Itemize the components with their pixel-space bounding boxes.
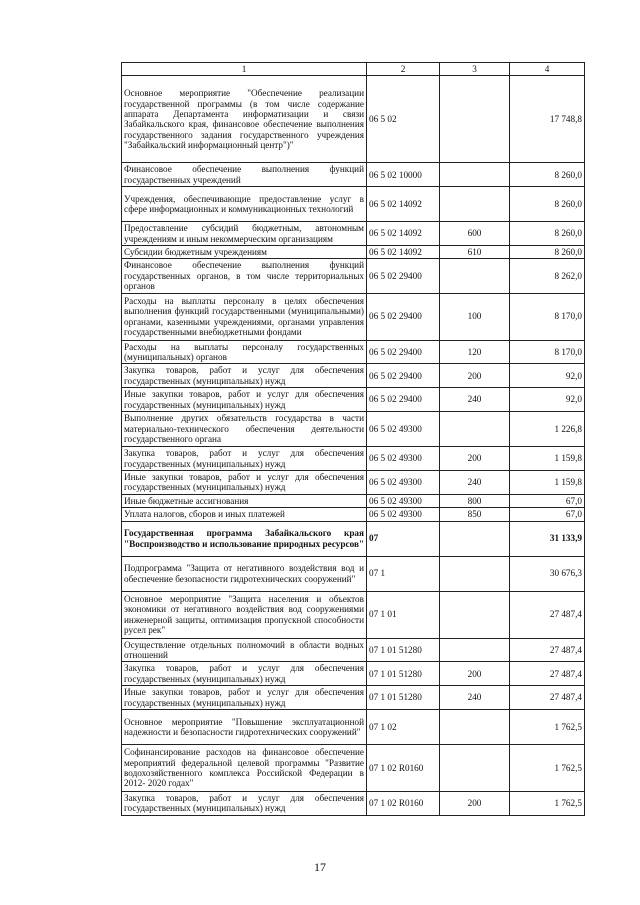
header-col-4: 4: [510, 63, 585, 76]
row-amount-cell: 67,0: [510, 508, 585, 521]
row-code-cell: 07 1 02: [367, 709, 440, 744]
row-type-cell: 240: [440, 388, 510, 412]
row-name-cell: Закупка товаров, работ и услуг для обеспечения государственных (муниципальных) нужд: [122, 791, 367, 815]
table-row: [122, 246, 585, 259]
header-col-3: 3: [440, 63, 510, 76]
row-type-cell: 200: [440, 662, 510, 686]
row-code-cell: 06 5 02 14092: [367, 222, 440, 246]
row-name-cell: Субсидии бюджетным учреждениям: [122, 246, 367, 259]
table-row: [122, 222, 585, 246]
row-type-cell: 100: [440, 293, 510, 340]
row-name-cell: Основное мероприятие "Защита населения и объектов экономики от негативного воздействия вод сооружениями инженерной защиты, оптимизация пропускной способности русел рек": [122, 591, 367, 638]
table-row: [122, 76, 585, 163]
row-type-cell: 800: [440, 494, 510, 507]
row-name-cell: Уплата налогов, сборов и иных платежей: [122, 508, 367, 521]
row-code-cell: 07 1 02 R0160: [367, 791, 440, 815]
row-type-cell: 200: [440, 447, 510, 471]
row-code-cell: 07 1 02 R0160: [367, 744, 440, 791]
row-code-cell: 06 5 02 49300: [367, 412, 440, 447]
table-row: [122, 686, 585, 710]
row-amount-cell: 8 260,0: [510, 246, 585, 259]
row-code-cell: 07 1 01 51280: [367, 686, 440, 710]
row-code-cell: 06 5 02 29400: [367, 340, 440, 364]
table-row: [122, 709, 585, 744]
row-type-cell: [440, 187, 510, 222]
row-name-cell: Государственная программа Забайкальского края "Воспроизводство и использование природных ресурсов": [122, 521, 367, 556]
row-amount-cell: 27 487,4: [510, 591, 585, 638]
row-amount-cell: 1 226,8: [510, 412, 585, 447]
row-amount-cell: 8 170,0: [510, 340, 585, 364]
row-type-cell: [440, 412, 510, 447]
header-col-1: 1: [122, 63, 367, 76]
row-name-cell: Иные закупки товаров, работ и услуг для обеспечения государственных (муниципальных) нужд: [122, 470, 367, 494]
row-amount-cell: 1 762,5: [510, 709, 585, 744]
row-amount-cell: 8 262,0: [510, 259, 585, 293]
row-code-cell: 06 5 02 49300: [367, 508, 440, 521]
row-name-cell: Основное мероприятие "Обеспечение реализации государственной программы (в том числе содержание аппарата Департамента информатизации и связи Забайкальского края, финансовое обеспечение выполнения государственного задания государственного учреждения "Забайкальский информационный центр")": [122, 76, 367, 163]
row-code-cell: 07 1 01 51280: [367, 662, 440, 686]
row-name-cell: Финансовое обеспечение выполнения функций государственных учреждений: [122, 163, 367, 187]
table-row: [122, 662, 585, 686]
row-type-cell: [440, 521, 510, 556]
row-type-cell: 610: [440, 246, 510, 259]
row-amount-cell: 92,0: [510, 364, 585, 388]
row-code-cell: 07 1: [367, 556, 440, 591]
row-amount-cell: 27 487,4: [510, 638, 585, 662]
row-amount-cell: 8 170,0: [510, 293, 585, 340]
row-code-cell: 06 5 02: [367, 76, 440, 163]
table-row: [122, 259, 585, 293]
row-amount-cell: 27 487,4: [510, 662, 585, 686]
row-type-cell: 240: [440, 686, 510, 710]
row-code-cell: 06 5 02 29400: [367, 259, 440, 293]
row-amount-cell: 1 159,8: [510, 447, 585, 471]
row-type-cell: [440, 709, 510, 744]
row-amount-cell: 1 762,5: [510, 791, 585, 815]
row-code-cell: 07 1 01: [367, 591, 440, 638]
row-code-cell: 06 5 02 29400: [367, 388, 440, 412]
row-name-cell: Закупка товаров, работ и услуг для обеспечения государственных (муниципальных) нужд: [122, 364, 367, 388]
table-row: [122, 556, 585, 591]
row-code-cell: 06 5 02 29400: [367, 293, 440, 340]
row-amount-cell: 67,0: [510, 494, 585, 507]
table-row: [122, 293, 585, 340]
row-type-cell: [440, 638, 510, 662]
row-amount-cell: 8 260,0: [510, 163, 585, 187]
row-name-cell: Выполнение других обязательств государства в части материально-технического обеспечения деятельности государственного органа: [122, 412, 367, 447]
row-amount-cell: 8 260,0: [510, 222, 585, 246]
row-code-cell: 06 5 02 29400: [367, 364, 440, 388]
budget-table: [121, 62, 585, 816]
row-name-cell: Предоставление субсидий бюджетным, автономным учреждениям и иным некоммерческим организациям: [122, 222, 367, 246]
table-row: [122, 508, 585, 521]
row-amount-cell: 27 487,4: [510, 686, 585, 710]
row-code-cell: 06 5 02 14092: [367, 246, 440, 259]
row-code-cell: 07: [367, 521, 440, 556]
row-code-cell: 06 5 02 49300: [367, 447, 440, 471]
row-amount-cell: 31 133,9: [510, 521, 585, 556]
table-row: [122, 638, 585, 662]
table-row: [122, 744, 585, 791]
row-amount-cell: 17 748,8: [510, 76, 585, 163]
table-row: [122, 447, 585, 471]
row-code-cell: 07 1 01 51280: [367, 638, 440, 662]
table-row: [122, 163, 585, 187]
row-type-cell: 120: [440, 340, 510, 364]
row-amount-cell: 1 159,8: [510, 470, 585, 494]
row-type-cell: 240: [440, 470, 510, 494]
row-code-cell: 06 5 02 14092: [367, 187, 440, 222]
row-code-cell: 06 5 02 49300: [367, 494, 440, 507]
table-row: [122, 521, 585, 556]
row-name-cell: Учреждения, обеспечивающие предоставление услуг в сфере информационных и коммуникационных технологий: [122, 187, 367, 222]
row-amount-cell: 8 260,0: [510, 187, 585, 222]
row-name-cell: Закупка товаров, работ и услуг для обеспечения государственных (муниципальных) нужд: [122, 447, 367, 471]
header-col-2: 2: [367, 63, 440, 76]
table-row: [122, 340, 585, 364]
row-name-cell: Подпрограмма "Защита от негативного воздействия вод и обеспечение безопасности гидротехнических сооружений": [122, 556, 367, 591]
row-name-cell: Иные закупки товаров, работ и услуг для обеспечения государственных (муниципальных) нужд: [122, 388, 367, 412]
row-name-cell: Софинансирование расходов на финансовое обеспечение мероприятий федеральной целевой программы "Развитие водохозяйственного комплекса Российской Федерации в 2012- 2020 годах": [122, 744, 367, 791]
row-type-cell: 200: [440, 364, 510, 388]
row-name-cell: Финансовое обеспечение выполнения функций государственных органов, в том числе территориальных органов: [122, 259, 367, 293]
table-row: [122, 187, 585, 222]
row-name-cell: Основное мероприятие "Повышение эксплуатационной надежности и безопасности гидротехнических сооружений": [122, 709, 367, 744]
row-type-cell: [440, 556, 510, 591]
table-row: [122, 791, 585, 815]
row-name-cell: Закупка товаров, работ и услуг для обеспечения государственных (муниципальных) нужд: [122, 662, 367, 686]
row-name-cell: Иные бюджетные ассигнования: [122, 494, 367, 507]
row-type-cell: [440, 163, 510, 187]
header-row: [122, 63, 585, 76]
row-type-cell: [440, 76, 510, 163]
budget-table-body: [122, 63, 585, 816]
table-row: [122, 412, 585, 447]
table-row: [122, 470, 585, 494]
row-amount-cell: 30 676,3: [510, 556, 585, 591]
row-amount-cell: 92,0: [510, 388, 585, 412]
row-code-cell: 06 5 02 10000: [367, 163, 440, 187]
row-type-cell: 850: [440, 508, 510, 521]
row-type-cell: 200: [440, 791, 510, 815]
table-row: [122, 591, 585, 638]
row-type-cell: 600: [440, 222, 510, 246]
row-type-cell: [440, 591, 510, 638]
table-row: [122, 364, 585, 388]
row-code-cell: 06 5 02 49300: [367, 470, 440, 494]
row-name-cell: Осуществление отдельных полномочий в области водных отношений: [122, 638, 367, 662]
table-row: [122, 388, 585, 412]
row-name-cell: Расходы на выплаты персоналу государственных (муниципальных) органов: [122, 340, 367, 364]
row-name-cell: Расходы на выплаты персоналу в целях обеспечения выполнения функций государственными (муниципальными) органами, казенными учреждениями, органами управления государственными внебюджетными фондами: [122, 293, 367, 340]
table-row: [122, 494, 585, 507]
page-number: 17: [314, 860, 326, 874]
row-type-cell: [440, 259, 510, 293]
row-type-cell: [440, 744, 510, 791]
row-name-cell: Иные закупки товаров, работ и услуг для обеспечения государственных (муниципальных) нужд: [122, 686, 367, 710]
row-amount-cell: 1 762,5: [510, 744, 585, 791]
